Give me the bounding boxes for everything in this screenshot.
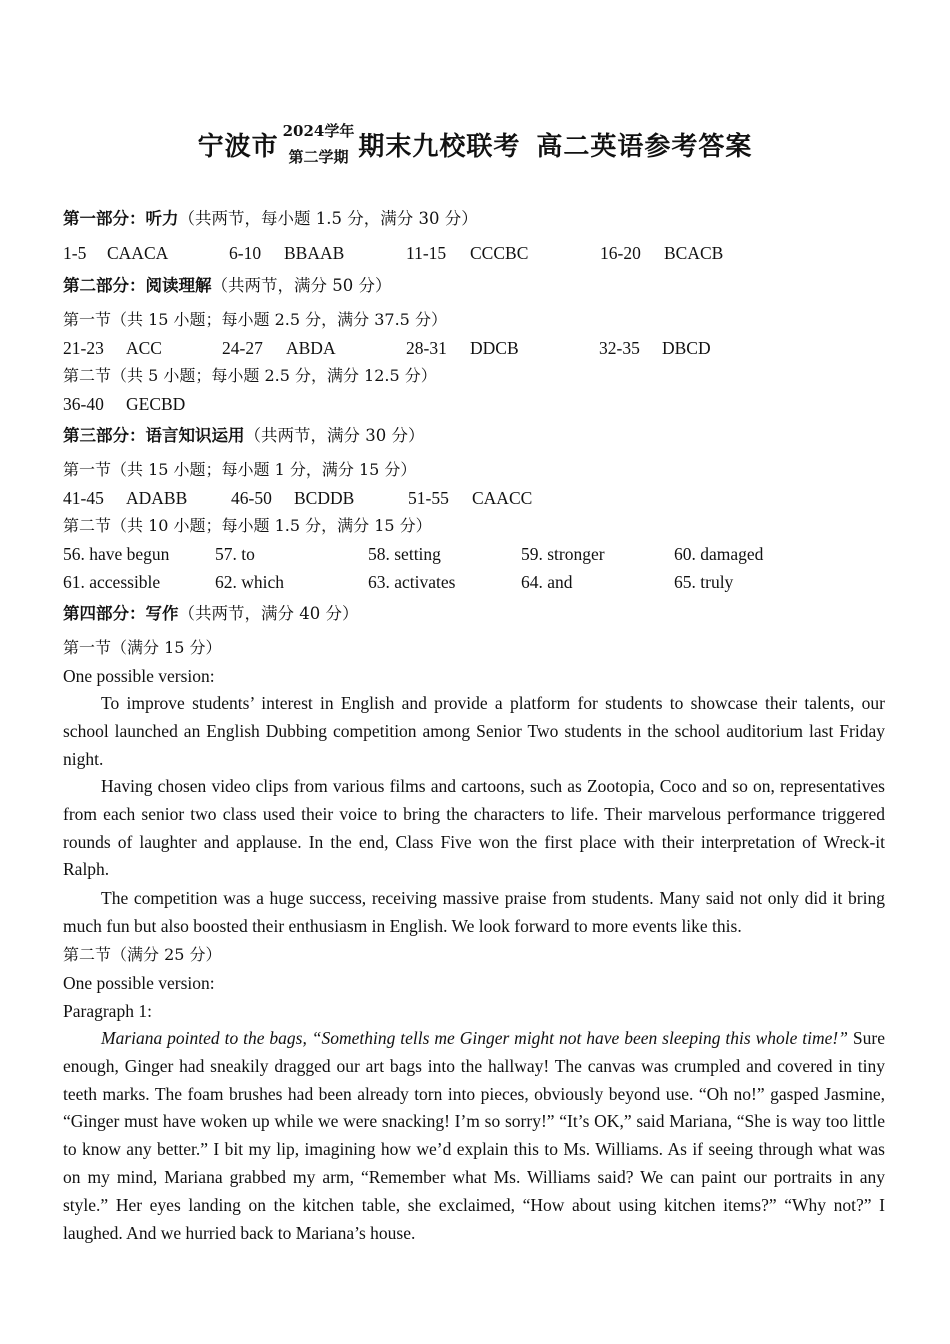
answer-value: GECBD bbox=[126, 394, 186, 414]
part2-section2-label: 第二节（共 5 小题；每小题 2.5 分，满分 12.5 分） bbox=[63, 366, 437, 385]
story-italic-opening: Mariana pointed to the bags, “Something tells me Ginger might not have been sleeping this whole time!” bbox=[101, 1028, 848, 1048]
part4-heading: 第四部分：写作 bbox=[63, 604, 179, 623]
part3-note: （共两节，满分 30 分） bbox=[244, 426, 425, 445]
part4-note: （共两节，满分 40 分） bbox=[178, 604, 359, 623]
part3-answers1 bbox=[63, 484, 893, 512]
part4-section2 bbox=[63, 940, 222, 969]
part1-heading: 第一部分：听力 bbox=[63, 209, 179, 228]
part2-answers2 bbox=[63, 390, 893, 418]
grammar-answer: 65. truly bbox=[674, 572, 734, 592]
part2-section1-label: 第一节（共 15 小题；每小题 2.5 分，满分 37.5 分） bbox=[63, 310, 447, 329]
part3-heading: 第三部分：语言知识运用 bbox=[63, 426, 245, 445]
part4-section1-label: 第一节（满分 15 分） bbox=[63, 638, 222, 657]
grammar-answer: 57. to bbox=[215, 544, 255, 564]
paragraph-label: Paragraph 1: bbox=[63, 1001, 152, 1021]
answer-range: 24-27 bbox=[222, 338, 263, 358]
answer-range: 16-20 bbox=[600, 243, 641, 263]
answer-value: DBCD bbox=[662, 338, 711, 358]
part2-heading-line bbox=[63, 271, 392, 300]
part3-section1 bbox=[63, 455, 416, 484]
title-term: 第二学期 bbox=[288, 148, 349, 166]
version-label: One possible version: bbox=[63, 973, 215, 993]
answer-value: BCACB bbox=[664, 243, 724, 263]
title-year: 2024学年 bbox=[282, 122, 355, 140]
essay1-paragraph: Having chosen video clips from various films and cartoons, such as Zootopia, Coco and so on, representatives from each senior two class used their voice to bring the characters to life. Their marvelous performance triggered rounds of laughter and applause. In the end, Class Five won the first place with their interpretation of Wreck-it Ralph. bbox=[63, 776, 885, 880]
part4-section1 bbox=[63, 633, 222, 662]
answer-value: BCDDB bbox=[294, 488, 355, 508]
grammar-answers-row1 bbox=[63, 540, 893, 568]
part2-note: （共两节，满分 50 分） bbox=[211, 276, 392, 295]
part3-heading-line bbox=[63, 421, 425, 450]
version-label: One possible version: bbox=[63, 666, 215, 686]
title-term-stack bbox=[283, 118, 355, 170]
answer-value: ADABB bbox=[126, 488, 188, 508]
answer-value: ABDA bbox=[286, 338, 336, 358]
answer-value: CCCBC bbox=[470, 243, 529, 263]
title-city: 宁波市 bbox=[197, 131, 279, 162]
answer-range: 21-23 bbox=[63, 338, 104, 358]
answer-range: 51-55 bbox=[408, 488, 449, 508]
answer-range: 1-5 bbox=[63, 243, 87, 263]
part2-answers1 bbox=[63, 334, 893, 362]
answer-range: 41-45 bbox=[63, 488, 104, 508]
grammar-answers-row2 bbox=[63, 568, 893, 596]
part2-heading: 第二部分：阅读理解 bbox=[63, 276, 212, 295]
part3-section1-label: 第一节（共 15 小题；每小题 1 分，满分 15 分） bbox=[63, 460, 417, 479]
story-paragraph bbox=[63, 1025, 885, 1247]
essay1-paragraph: The competition was a huge success, receiving massive praise from students. Many said not only did it bring much fun but also boosted their enthusiasm in English. We look forward to more events like this. bbox=[63, 888, 885, 936]
grammar-answer: 64. and bbox=[521, 572, 573, 592]
answer-range: 6-10 bbox=[229, 243, 262, 263]
part2-section2 bbox=[63, 361, 437, 390]
answer-range: 28-31 bbox=[406, 338, 447, 358]
title-subject: 高二英语参考答案 bbox=[536, 131, 753, 162]
answer-value: ACC bbox=[126, 338, 162, 358]
grammar-answer: 62. which bbox=[215, 572, 285, 592]
part3-section2-label: 第二节（共 10 小题；每小题 1.5 分，满分 15 分） bbox=[63, 516, 432, 535]
answer-range: 36-40 bbox=[63, 394, 104, 414]
answer-range: 11-15 bbox=[406, 243, 447, 263]
story-body: Sure enough, Ginger had sneakily dragged our art bags into the hallway! The canvas was crumpled and covered in tiny teeth marks. The foam brushes had been already torn into pieces, obviously beyond use. “Oh no!” gasped Jasmine, “Ginger must have woken up while we were snacking! I’m so sorry!” “It’s OK,” said Mariana, “She is way too little to know any better.” I bit my lip, imagining how we’d explain this to Ms. Williams. As if seeing through what was on my mind, Mariana grabbed my arm, “Remember what Ms. Williams said? We can paint our portraits in any style.” Her eyes landing on the kitchen table, she exclaimed, “How about using kitchen items?” “Why not?” I laughed. And we hurried back to Mariana’s house. bbox=[63, 1028, 885, 1243]
part3-section2 bbox=[63, 511, 432, 540]
part4-section2-label: 第二节（满分 25 分） bbox=[63, 945, 222, 964]
grammar-answer: 61. accessible bbox=[63, 572, 161, 592]
answer-value: BBAAB bbox=[284, 243, 345, 263]
part1-heading-line bbox=[63, 204, 478, 233]
grammar-answer: 63. activates bbox=[368, 572, 456, 592]
grammar-answer: 58. setting bbox=[368, 544, 441, 564]
answer-value: DDCB bbox=[470, 338, 519, 358]
answer-range: 46-50 bbox=[231, 488, 272, 508]
part2-section1 bbox=[63, 305, 447, 334]
grammar-answer: 59. stronger bbox=[521, 544, 605, 564]
grammar-answer: 60. damaged bbox=[674, 544, 764, 564]
answer-value: CAACC bbox=[472, 488, 533, 508]
grammar-answer: 56. have begun bbox=[63, 544, 170, 564]
part1-answers bbox=[63, 239, 893, 267]
essay1-paragraph: To improve students’ interest in English and provide a platform for students to showcase their talents, our school launched an English Dubbing competition among Senior Two students in the school auditorium last Friday night. bbox=[63, 693, 885, 769]
title-exam: 期末九校联考 bbox=[358, 131, 521, 162]
page-title bbox=[0, 118, 950, 170]
answer-value: CAACA bbox=[107, 243, 169, 263]
part4-heading-line bbox=[63, 599, 359, 628]
answer-range: 32-35 bbox=[599, 338, 640, 358]
part1-note: （共两节，每小题 1.5 分，满分 30 分） bbox=[178, 209, 478, 228]
